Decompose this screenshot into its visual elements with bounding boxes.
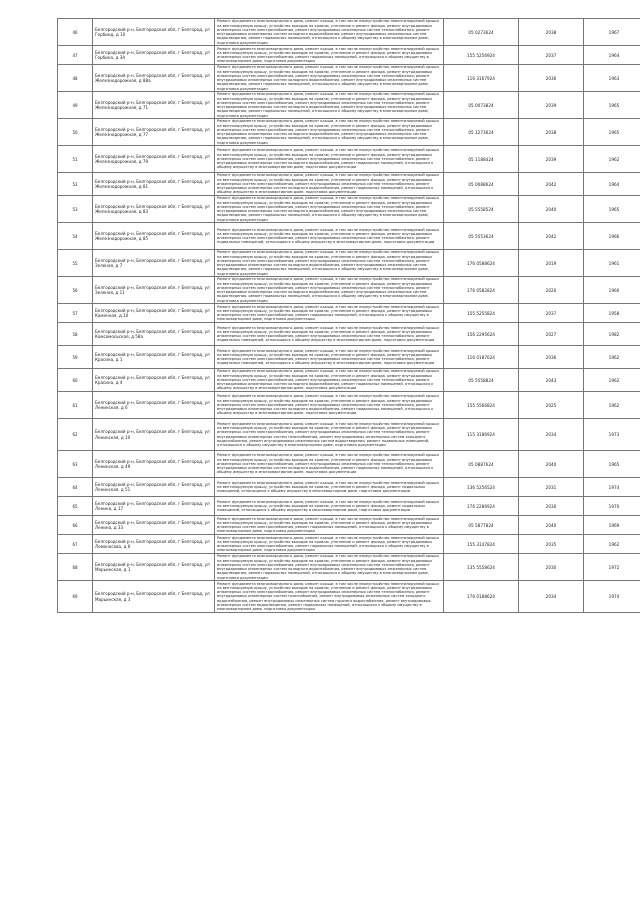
row-works: Ремонт фундамента многоквартирного дома, ремонт крыши, в том числе переустройство невентилируемой крыши на вентилируемую крышу, устройство выходов на кровлю, утепление и ремонт фасада, ремонт внутридомовых инженерных систем электроснабжения, ремонт внутридомовых инженерных систем теплоснабжения, ремонт внутридомовых инженерных систем газоснабжения, ремонт внутридомовых инженерных систем холодного водоснабжения, ремонт внутридомовых инженерных систем водоотведения, ремонт подвальных помещений, относящихся к общему имуществу в многоквартирном доме, подготовка документации — [215, 419, 444, 451]
table-row — [58, 46, 640, 65]
row-build-year: 1962 — [584, 146, 640, 173]
row-number: 51 — [58, 146, 93, 173]
row-address: Белгородский р-н, Белгородская обл, г Белгород, ул Зеленая, д 7 — [93, 250, 215, 277]
row-plan-year: 2025 — [519, 392, 584, 419]
row-works: Ремонт фундамента многоквартирного дома, ремонт крыши, в том числе переустройство невентилируемой крыши на вентилируемую крышу, устройство выходов на кровлю, утепление и ремонт фасада, ремонт внутридомовых инженерных систем электроснабжения, ремонт внутридомовых инженерных систем теплоснабжения, ремонт внутридомовых инженерных систем холодного водоснабжения, ремонт подвальных помещений, относящихся к общему имуществу в многоквартирном доме, подготовка документации — [215, 392, 444, 419]
table-row — [58, 173, 640, 196]
row-works: Ремонт фундамента многоквартирного дома, ремонт крыши, в том числе переустройство невентилируемой крыши на вентилируемую крышу, устройство выходов на кровлю, утепление и ремонт фасада, ремонт внутридомовых инженерных систем электроснабжения, ремонт внутридомовых инженерных систем теплоснабжения, ремонт внутридомовых инженерных систем холодного водоснабжения, ремонт внутридомовых инженерных систем водоотведения, ремонт подвальных помещений, относящихся к общему имуществу в многоквартирном доме, подготовка документации — [215, 92, 444, 119]
row-plan-year: 2040 — [519, 516, 584, 535]
row-build-year: 1966 — [584, 223, 640, 250]
row-number: 47 — [58, 46, 93, 65]
row-cost: 176 0588624 — [444, 250, 519, 277]
row-address: Белгородский р-н, Белгородская обл, г Белгород, ул Железнодорожная, д 71 — [93, 92, 215, 119]
row-build-year: 1962 — [584, 346, 640, 369]
row-cost: 176 0188624 — [444, 581, 519, 613]
row-build-year: 1963 — [584, 65, 640, 92]
row-address: Белгородский р-н, Белгородская обл, г Белгород, ул Красина, д 1 — [93, 346, 215, 369]
row-number: 59 — [58, 346, 93, 369]
table-row — [58, 346, 640, 369]
row-works: Ремонт фундамента многоквартирного дома, ремонт крыши, в том числе переустройство невентилируемой крыши на вентилируемую крышу, устройство выходов на кровлю, утепление и ремонт фасада, ремонт внутридомовых инженерных систем электроснабжения, ремонт внутридомовых инженерных систем теплоснабжения, ремонт подвальных помещений, относящихся к общему имуществу в многоквартирном доме, подготовка документации — [215, 346, 444, 369]
row-build-year: 1965 — [584, 451, 640, 478]
row-address: Белгородский р-н, Белгородская обл, г Белгород, ул Комсомольская, д 58а — [93, 323, 215, 346]
row-plan-year: 2037 — [519, 304, 584, 323]
row-number: 48 — [58, 65, 93, 92]
row-plan-year: 2042 — [519, 173, 584, 196]
row-works: Ремонт фундамента многоквартирного дома, ремонт крыши, в том числе переустройство невентилируемой крыши на вентилируемую крышу, устройство выходов на кровлю, утепление и ремонт фасада, ремонт внутридомовых инженерных систем электроснабжения, ремонт внутридомовых инженерных систем теплоснабжения, ремонт внутридомовых инженерных систем холодного водоснабжения, ремонт внутридомовых инженерных систем водоотведения, ремонт подвальных помещений, относящихся к общему имуществу в многоквартирном доме, подготовка документации — [215, 554, 444, 581]
table-body — [58, 19, 640, 613]
row-plan-year: 2043 — [519, 369, 584, 392]
row-address: Белгородский р-н, Белгородская обл, г Белгород, ул Железнодорожная, д 79 — [93, 146, 215, 173]
row-build-year: 1965 — [584, 92, 640, 119]
row-address: Белгородский р-н, Белгородская обл, г Белгород, ул Железнодорожная, д 85 — [93, 223, 215, 250]
table-row — [58, 478, 640, 497]
row-address: Белгородский р-н, Белгородская обл, г Белгород, ул Ленина, д 17 — [93, 497, 215, 516]
row-cost: 116 3167924 — [444, 65, 519, 92]
table-row — [58, 516, 640, 535]
row-plan-year: 2037 — [519, 46, 584, 65]
table-row — [58, 369, 640, 392]
table-row — [58, 19, 640, 46]
row-address: Белгородский р-н, Белгородская обл, г Белгород, ул Железнодорожная, д 81 — [93, 173, 215, 196]
row-cost: 155 5255824 — [444, 304, 519, 323]
row-works: Ремонт фундамента многоквартирного дома, ремонт крыши, в том числе переустройство невентилируемой крыши на вентилируемую крышу, устройство выходов на кровлю, утепление и ремонт фасада, ремонт внутридомовых инженерных систем электроснабжения, ремонт внутридомовых инженерных систем теплоснабжения, ремонт внутридомовых инженерных систем холодного водоснабжения, ремонт внутридомовых инженерных систем водоотведения, ремонт подвальных помещений, относящихся к общему имуществу в многоквартирном доме, подготовка документации — [215, 65, 444, 92]
table-row — [58, 146, 640, 173]
row-address: Белгородский р-н, Белгородская обл, г Белгород, ул Гербинд, д 10 — [93, 19, 215, 46]
row-number: 61 — [58, 392, 93, 419]
row-works: Ремонт фундамента многоквартирного дома, ремонт крыши, в том числе переустройство невентилируемой крыши на вентилируемую крышу, устройство выходов на кровлю, утепление и ремонт фасада, ремонт внутридомовых инженерных систем электроснабжения, ремонт подвальных помещений, относящихся к общему имуществу в многоквартирном доме, подготовка документации — [215, 535, 444, 554]
table-row — [58, 535, 640, 554]
table-row — [58, 119, 640, 146]
row-cost: 155 5256924 — [444, 46, 519, 65]
row-address: Белгородский р-н, Белгородская обл, г Белгород, ул Красина, д 4 — [93, 369, 215, 392]
capital-repair-table — [57, 18, 640, 613]
row-number: 56 — [58, 277, 93, 304]
table-row — [58, 277, 640, 304]
table-row — [58, 250, 640, 277]
row-address: Белгородский р-н, Белгородская обл, г Белгород, ул Ленинская, д 51 — [93, 478, 215, 497]
row-number: 64 — [58, 478, 93, 497]
row-build-year: 1964 — [584, 46, 640, 65]
table-row — [58, 554, 640, 581]
row-cost: 05 0273624 — [444, 19, 519, 46]
row-number: 62 — [58, 419, 93, 451]
table-row — [58, 323, 640, 346]
row-works: Ремонт фундамента многоквартирного дома, ремонт крыши, в том числе переустройство невентилируемой крыши на вентилируемую крышу, устройство выходов на кровлю, утепление и ремонт фасада, ремонт внутридомовых инженерных систем электроснабжения, ремонт подвальных помещений, относящихся к общему имуществу в многоквартирном доме, подготовка документации — [215, 516, 444, 535]
row-build-year: 1972 — [584, 554, 640, 581]
table-row — [58, 581, 640, 613]
table-row — [58, 392, 640, 419]
row-works: Ремонт фундамента многоквартирного дома, ремонт крыши, в том числе переустройство невентилируемой крыши на вентилируемую крышу, устройство выходов на кровлю, утепление и ремонт фасада, ремонт внутридомовых инженерных систем электроснабжения, ремонт внутридомовых инженерных систем теплоснабжения, ремонт внутридомовых инженерных систем холодного водоснабжения, ремонт подвальных помещений, относящихся к общему имуществу в многоквартирном доме, подготовка документации — [215, 451, 444, 478]
row-number: 55 — [58, 250, 93, 277]
row-plan-year: 2040 — [519, 196, 584, 223]
row-number: 66 — [58, 516, 93, 535]
row-build-year: 1974 — [584, 478, 640, 497]
row-cost: 05 1188424 — [444, 146, 519, 173]
row-works: Ремонт фундамента многоквартирного дома, ремонт крыши, в том числе переустройство невентилируемой крыши на вентилируемую крышу, устройство выходов на кровлю, утепление и ремонт фасада, ремонт внутридомовых инженерных систем электроснабжения, ремонт подвальных помещений, относящихся к общему имуществу в многоквартирном доме, подготовка документации — [215, 304, 444, 323]
row-build-year: 1969 — [584, 516, 640, 535]
row-plan-year: 2038 — [519, 119, 584, 146]
row-plan-year: 2042 — [519, 223, 584, 250]
table-row — [58, 497, 640, 516]
row-cost: 176 0582824 — [444, 277, 519, 304]
table-row — [58, 196, 640, 223]
row-plan-year: 2040 — [519, 451, 584, 478]
row-works: Ремонт фундамента многоквартирного дома, ремонт крыши, в том числе переустройство невентилируемой крыши на вентилируемую крышу, устройство выходов на кровлю, утепление и ремонт фасада, ремонт внутридомовых инженерных систем электроснабжения, ремонт внутридомовых инженерных систем теплоснабжения, ремонт подвальных помещений, относящихся к общему имуществу в многоквартирном доме, подготовка документации — [215, 223, 444, 250]
row-address: Белгородский р-н, Белгородская обл, г Белгород, ул Ленинская, д 49 — [93, 451, 215, 478]
row-build-year: 1965 — [584, 119, 640, 146]
row-cost: 05 1273624 — [444, 119, 519, 146]
row-works: Ремонт фундамента многоквартирного дома, ремонт крыши, в том числе переустройство невентилируемой крыши на вентилируемую крышу, устройство выходов на кровлю, утепление и ремонт фасада, ремонт внутридомовых инженерных систем электроснабжения, ремонт внутридомовых инженерных систем теплоснабжения, ремонт внутридомовых инженерных систем холодного водоснабжения, ремонт внутридомовых инженерных систем водоотведения, ремонт подвальных помещений, относящихся к общему имуществу в многоквартирном доме, подготовка документации — [215, 196, 444, 223]
row-number: 63 — [58, 451, 93, 478]
row-build-year: 1965 — [584, 196, 640, 223]
row-address: Белгородский р-н, Белгородская обл, г Белгород, ул Марьинская, д 1 — [93, 554, 215, 581]
table-row — [58, 223, 640, 250]
row-plan-year: 2031 — [519, 478, 584, 497]
row-build-year: 1974 — [584, 581, 640, 613]
row-address: Белгородский р-н, Белгородская обл, г Белгород, ул Каменная, д 10 — [93, 304, 215, 323]
row-works: Ремонт фундамента многоквартирного дома, ремонт крыши, в том числе переустройство невентилируемой крыши на вентилируемую крышу, устройство выходов на кровлю, утепление и ремонт фасада, ремонт внутридомовых инженерных систем электроснабжения, ремонт внутридомовых инженерных систем теплоснабжения, ремонт внутридомовых инженерных систем газоснабжения, ремонт внутридомовых инженерных систем холодного водоснабжения, ремонт внутридомовых инженерных систем горячего водоснабжения, ремонт внутридомовых инженерных систем водоотведения, ремонт подвальных помещений, относящихся к общему имуществу в многоквартирном доме, подготовка документации — [215, 581, 444, 613]
row-address: Белгородский р-н, Белгородская обл, г Белгород, ул Железнодорожная, д 77 — [93, 119, 215, 146]
row-works: Ремонт фундамента многоквартирного дома, ремонт крыши, в том числе переустройство невентилируемой крыши на вентилируемую крышу, устройство выходов на кровлю, утепление и ремонт фасада, ремонт внутридомовых инженерных систем электроснабжения, ремонт внутридомовых инженерных систем теплоснабжения, ремонт внутридомовых инженерных систем холодного водоснабжения, ремонт подвальных помещений, относящихся к общему имуществу в многоквартирном доме, подготовка документации — [215, 146, 444, 173]
row-works: Ремонт фундамента многоквартирного дома, ремонт крыши, в том числе переустройство невентилируемой крыши на вентилируемую крышу, устройство выходов на кровлю, утепление и ремонт фасада, ремонт внутридомовых инженерных систем электроснабжения, ремонт внутридомовых инженерных систем теплоснабжения, ремонт внутридомовых инженерных систем холодного водоснабжения, ремонт внутридомовых инженерных систем водоотведения, ремонт подвальных помещений, относящихся к общему имуществу в многоквартирном доме, подготовка документации — [215, 119, 444, 146]
row-address: Белгородский р-н, Белгородская обл, г Белгород, ул Гербина, д 3А — [93, 46, 215, 65]
row-number: 60 — [58, 369, 93, 392]
row-cost: 156 2295624 — [444, 323, 519, 346]
row-build-year: 1958 — [584, 304, 640, 323]
row-cost: 155 5566824 — [444, 392, 519, 419]
table-row — [58, 451, 640, 478]
row-plan-year: 2039 — [519, 146, 584, 173]
row-cost: 05 5558524 — [444, 196, 519, 223]
row-cost: 05 5558824 — [444, 369, 519, 392]
row-address: Белгородский р-н, Белгородская обл, г Белгород, ул Ленина, д 33 — [93, 516, 215, 535]
row-address: Белгородский р-н, Белгородская обл, г Белгород, ул Ленинская, д 10 — [93, 419, 215, 451]
row-works: Ремонт фундамента многоквартирного дома, ремонт крыши, в том числе переустройство невентилируемой крыши на вентилируемую крышу, устройство выходов на кровлю, утепление и ремонт фасада, ремонт внутридомовых инженерных систем электроснабжения, ремонт подвальных помещений, относящихся к общему имуществу в многоквартирном доме, подготовка документации — [215, 46, 444, 65]
document-page — [57, 18, 620, 613]
row-address: Белгородский р-н, Белгородская обл, г Белгород, ул Зеленая, д 11 — [93, 277, 215, 304]
row-works: Ремонт фундамента многоквартирного дома, ремонт крыши, в том числе переустройство невентилируемой крыши на вентилируемую крышу, устройство выходов на кровлю, утепление и ремонт фасада, ремонт внутридомовых инженерных систем электроснабжения, ремонт внутридомовых инженерных систем теплоснабжения, ремонт внутридомовых инженерных систем холодного водоснабжения, ремонт подвальных помещений, относящихся к общему имуществу в многоквартирном доме, подготовка документации — [215, 369, 444, 392]
row-plan-year: 2035 — [519, 535, 584, 554]
row-works: Ремонт фундамента многоквартирного дома, ремонт крыши, в том числе переустройство невентилируемой крыши на вентилируемую крышу, устройство выходов на кровлю, утепление и ремонт фасада, ремонт подвальных помещений, относящихся к общему имуществу в многоквартирном доме, подготовка документации — [215, 478, 444, 497]
row-works: Ремонт фундамента многоквартирного дома, ремонт крыши, в том числе переустройство невентилируемой крыши на вентилируемую крышу, устройство выходов на кровлю, утепление и ремонт фасада, ремонт внутридомовых инженерных систем электроснабжения, ремонт внутридомовых инженерных систем теплоснабжения, ремонт внутридомовых инженерных систем холодного водоснабжения, ремонт внутридомовых инженерных систем водоотведения, ремонт подвальных помещений, относящихся к общему имуществу в многоквартирном доме, подготовка документации — [215, 250, 444, 277]
row-build-year: 1962 — [584, 369, 640, 392]
row-number: 67 — [58, 535, 93, 554]
row-number: 65 — [58, 497, 93, 516]
row-number: 58 — [58, 323, 93, 346]
table-row — [58, 419, 640, 451]
row-cost: 05 5877824 — [444, 516, 519, 535]
table-row — [58, 65, 640, 92]
row-plan-year: 2039 — [519, 92, 584, 119]
row-build-year: 1962 — [584, 392, 640, 419]
row-address: Белгородский р-н, Белгородская обл, г Белгород, ул Железнодорожная, д 83 — [93, 196, 215, 223]
row-plan-year: 2034 — [519, 581, 584, 613]
row-build-year: 1961 — [584, 250, 640, 277]
row-cost: 05 5553624 — [444, 223, 519, 250]
row-cost: 115 3186924 — [444, 419, 519, 451]
row-number: 46 — [58, 19, 93, 46]
row-plan-year: 2030 — [519, 554, 584, 581]
row-build-year: 1973 — [584, 419, 640, 451]
row-cost: 05 0088624 — [444, 173, 519, 196]
row-cost: 155 3147824 — [444, 535, 519, 554]
row-address: Белгородский р-н, Белгородская обл, г Белгород, ул Ленинская, д 6 — [93, 392, 215, 419]
row-cost: 05 0887624 — [444, 451, 519, 478]
row-number: 57 — [58, 304, 93, 323]
row-cost: 116 0187624 — [444, 346, 519, 369]
row-works: Ремонт фундамента многоквартирного дома, ремонт крыши, в том числе переустройство невентилируемой крыши на вентилируемую крышу, устройство выходов на кровлю, утепление и ремонт фасада, ремонт внутридомовых инженерных систем электроснабжения, ремонт внутридомовых инженерных систем теплоснабжения, ремонт внутридомовых инженерных систем холодного водоснабжения, ремонт внутридомовых инженерных систем водоотведения, ремонт подвальных помещений, относящихся к общему имуществу в многоквартирном доме, подготовка документации — [215, 277, 444, 304]
row-plan-year: 2020 — [519, 277, 584, 304]
row-build-year: 1982 — [584, 323, 640, 346]
table-row — [58, 304, 640, 323]
row-build-year: 1967 — [584, 19, 640, 46]
row-build-year: 1964 — [584, 173, 640, 196]
row-cost: 136 5256524 — [444, 478, 519, 497]
row-cost: 135 5558624 — [444, 554, 519, 581]
row-address: Белгородский р-н, Белгородская обл, г Белгород, ул Ломоносова, д 6 — [93, 535, 215, 554]
row-number: 49 — [58, 92, 93, 119]
row-address: Белгородский р-н, Белгородская обл, г Белгород, ул Марьинская, д 3 — [93, 581, 215, 613]
row-works: Ремонт фундамента многоквартирного дома, ремонт крыши, в том числе переустройство невентилируемой крыши на вентилируемую крышу, устройство выходов на кровлю, утепление и ремонт фасада, ремонт внутридомовых инженерных систем электроснабжения, ремонт внутридомовых инженерных систем теплоснабжения, ремонт внутридомовых инженерных систем холодного водоснабжения, ремонт подвальных помещений, относящихся к общему имуществу в многоквартирном доме, подготовка документации — [215, 173, 444, 196]
table-row — [58, 92, 640, 119]
row-build-year: 1970 — [584, 497, 640, 516]
row-plan-year: 2027 — [519, 323, 584, 346]
row-plan-year: 2038 — [519, 19, 584, 46]
row-works: Ремонт фундамента многоквартирного дома, ремонт крыши, в том числе переустройство невентилируемой крыши на вентилируемую крышу, устройство выходов на кровлю, утепление и ремонт фасада, ремонт внутридомовых инженерных систем электроснабжения, ремонт внутридомовых инженерных систем теплоснабжения, ремонт подвальных помещений, относящихся к общему имуществу в многоквартирном доме, подготовка документации — [215, 323, 444, 346]
row-plan-year: 2036 — [519, 65, 584, 92]
row-plan-year: 2019 — [519, 250, 584, 277]
row-cost: 05 0073824 — [444, 92, 519, 119]
row-number: 54 — [58, 223, 93, 250]
row-works: Ремонт фундамента многоквартирного дома, ремонт крыши, в том числе переустройство невентилируемой крыши на вентилируемую крышу, устройство выходов на кровлю, утепление и ремонт фасада, ремонт подвальных помещений, относящихся к общему имуществу в многоквартирном доме, подготовка документации — [215, 497, 444, 516]
row-works: Ремонт фундамента многоквартирного дома, ремонт крыши, в том числе переустройство невентилируемой крыши на вентилируемую крышу, устройство выходов на кровлю, утепление и ремонт фасада, ремонт внутридомовых инженерных систем электроснабжения, ремонт внутридомовых инженерных систем теплоснабжения, ремонт внутридомовых инженерных систем холодного водоснабжения, ремонт внутридомовых инженерных систем водоотведения, ремонт подвальных помещений, относящихся к общему имуществу в многоквартирном доме, подготовка документации — [215, 19, 444, 46]
row-plan-year: 2030 — [519, 497, 584, 516]
row-plan-year: 2034 — [519, 419, 584, 451]
row-number: 53 — [58, 196, 93, 223]
row-address: Белгородский р-н, Белгородская обл, г Белгород, ул Железнодорожная, д 88а — [93, 65, 215, 92]
row-number: 52 — [58, 173, 93, 196]
row-number: 69 — [58, 581, 93, 613]
row-cost: 176 2286924 — [444, 497, 519, 516]
row-number: 68 — [58, 554, 93, 581]
row-plan-year: 2036 — [519, 346, 584, 369]
row-build-year: 1962 — [584, 535, 640, 554]
row-build-year: 1960 — [584, 277, 640, 304]
row-number: 50 — [58, 119, 93, 146]
